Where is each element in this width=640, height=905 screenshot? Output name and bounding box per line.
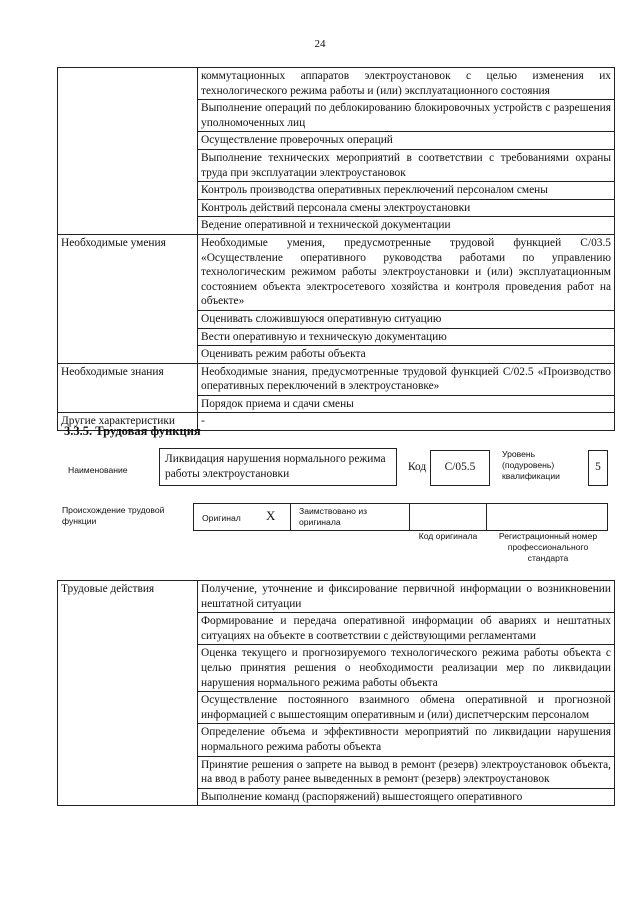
row-text: Оценка текущего и прогнозируемого технологического режима работы объекта с целью принятия решения о необходимости реализации мер по ликвидации нарушения нормального режима работы объекта — [198, 645, 615, 692]
table-row — [58, 68, 615, 100]
row-label: Трудовые действия — [58, 581, 198, 806]
row-label: Другие характеристики — [58, 413, 198, 431]
row-label: Необходимые умения — [58, 234, 198, 363]
row-text: Необходимые знания, предусмотренные трудовой функцией С/02.5 «Производство оперативных переключений в электроустановке» — [198, 363, 615, 395]
original-box — [193, 503, 291, 531]
row-text: Вести оперативную и техническую документацию — [198, 328, 615, 346]
reg-number-box — [486, 503, 608, 531]
borrowed-label: Заимствовано из оригинала — [299, 506, 368, 527]
row-text: коммутационных аппаратов электроустановок с целью изменения их технологического режима работы и (или) эксплуатационного состояния — [198, 68, 615, 100]
level-label: Уровень (подуровень) квалификации — [502, 449, 560, 481]
row-text: Ведение оперативной и технической документации — [198, 217, 615, 235]
row-text: Определение объема и эффективности мероприятий по ликвидации нарушения нормального режима работы объекта — [198, 724, 615, 756]
row-text: Выполнение технических мероприятий в соответствии с требованиями охраны труда при эксплуатации электроустановок — [198, 149, 615, 181]
bottom-table-body — [58, 581, 615, 806]
level-box — [588, 450, 608, 486]
function-name: Ликвидация нарушения нормального режима работы электроустановки — [165, 453, 386, 480]
row-text: Оценивать режим работы объекта — [198, 346, 615, 364]
origin-label: Происхождение трудовой функции — [62, 505, 165, 526]
row-text: Выполнение команд (распоряжений) вышестоящего оперативного — [198, 788, 615, 806]
name-label: Наименование — [68, 465, 128, 475]
table-row — [58, 581, 615, 613]
page-number: 24 — [314, 38, 326, 50]
top-table-body — [58, 68, 615, 431]
original-label: Оригинал — [202, 513, 241, 523]
function-name-box — [159, 448, 397, 486]
row-text: Получение, уточнение и фиксирование первичной информации о возникновении нештатной ситуации — [198, 581, 615, 613]
section-heading: 3.3.5. Трудовая функция — [64, 424, 201, 438]
row-text: Необходимые умения, предусмотренные трудовой функцией С/03.5 «Осуществление оперативного руководства работами по управлению технологическим режимом работы электроустановки и (или) эксплуатационным состоянием объекта электросетевого хозяйства и контроля проведения работ на объекте» — [198, 234, 615, 310]
code-label: Код — [408, 461, 427, 473]
row-text: Осуществление проверочных операций — [198, 132, 615, 150]
original-mark: X — [266, 508, 276, 523]
row-text: Выполнение операций по деблокированию блокировочных устройств с разрешения уполномоченных лиц — [198, 100, 615, 132]
row-text: Контроль действий персонала смены электроустановки — [198, 199, 615, 217]
code-value: С/05.5 — [444, 461, 476, 473]
row-text: - — [198, 413, 615, 431]
row-text: Принятие решения о запрете на вывод в ремонт (резерв) электроустановок объекта, на ввод в работу ранее выведенных в ремонт (резерв) электроустановок — [198, 756, 615, 788]
row-text: Порядок приема и сдачи смены — [198, 395, 615, 413]
row-text: Формирование и передача оперативной информации об авариях и нештатных ситуациях на объекте в соответствии с действующими регламентами — [198, 613, 615, 645]
table-row — [58, 363, 615, 395]
table-row — [58, 234, 615, 310]
origin-code-box — [409, 503, 487, 531]
borrowed-box — [290, 503, 410, 531]
origin-code-label: Код оригинала — [418, 531, 478, 541]
labor-actions-table — [57, 580, 615, 806]
code-box — [430, 450, 490, 486]
top-requirements-table — [57, 67, 615, 431]
reg-number-label: Регистрационный номер профессионального стандарта — [498, 531, 598, 563]
row-text: Оценивать сложившуюся оперативную ситуацию — [198, 310, 615, 328]
row-text: Контроль производства оперативных переключений персоналом смены — [198, 182, 615, 200]
row-label: Необходимые знания — [58, 363, 198, 413]
level-value: 5 — [595, 461, 601, 473]
row-label — [58, 68, 198, 235]
row-text: Осуществление постоянного взаимного обмена оперативной и прогнозной информацией с вышестоящим оперативным и (или) диспетчерским персоналом — [198, 692, 615, 724]
